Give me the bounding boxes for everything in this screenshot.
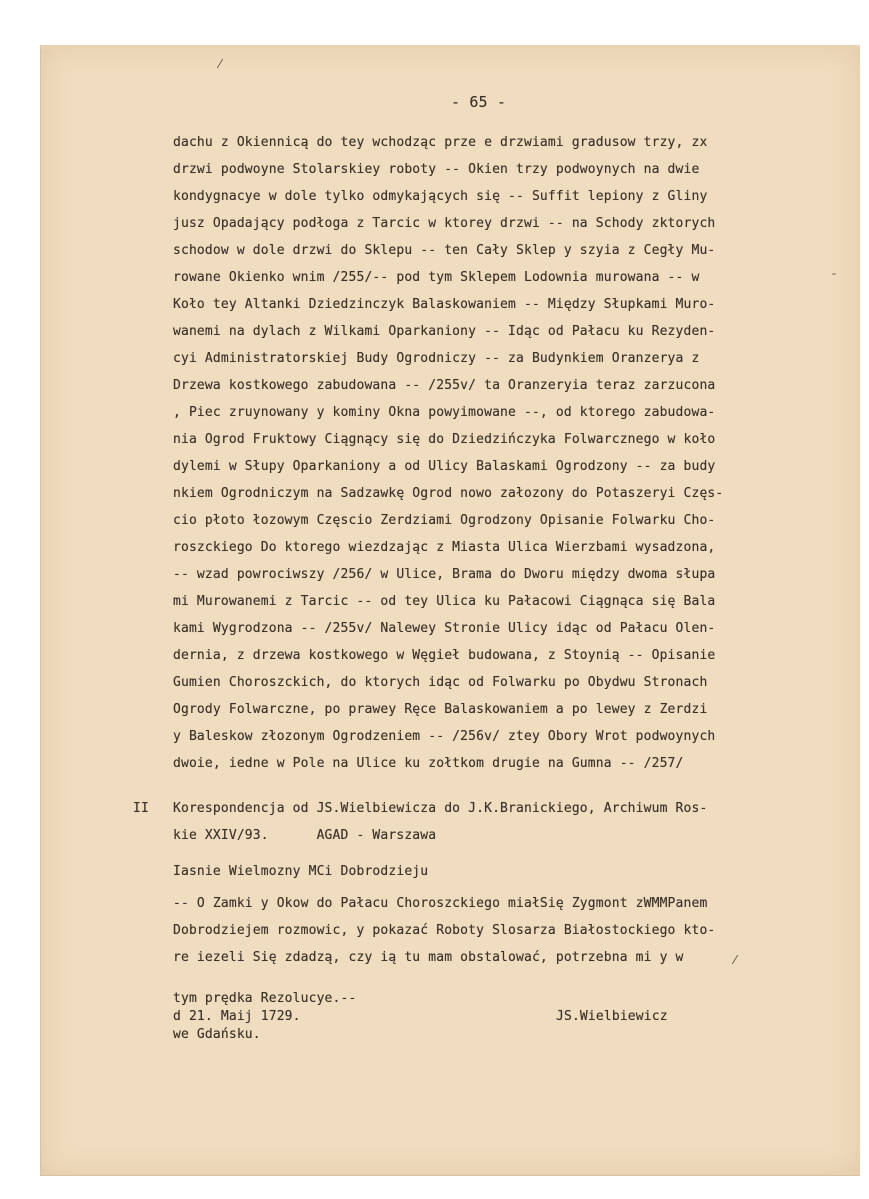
- body-line: Gumien Choroszckich, do ktorych idąc od Folwarku po Obydwu Stronach: [173, 675, 708, 690]
- letter-line: Dobrodziejem rozmowic, y pokazać Roboty Slosarza Białostockiego kto-: [173, 923, 716, 938]
- section-line: kie XXIV/93. AGAD - Warszawa: [173, 828, 437, 843]
- section-line: Korespondencja od JS.Wielbiewicza do J.K.Branickiego, Archiwum Ros-: [173, 801, 708, 816]
- body-line: mi Murowanemi z Tarcic -- od tey Ulica ku Pałacowi Ciągnąca się Bala: [173, 594, 716, 609]
- stray-pen-mark-icon: ⁄: [219, 57, 222, 71]
- body-line: drzwi podwoyne Stolarskiey roboty -- Okien trzy podwoynych na dwie: [173, 162, 700, 177]
- body-line: nkiem Ogrodniczym na Sadzawkę Ogrod nowo załozony do Potaszeryi Częs-: [173, 486, 724, 501]
- body-line: kondygnacye w dole tylko odmykających się -- Suffit lepiony z Gliny: [173, 189, 708, 204]
- letter-line: tym prędka Rezolucye.--: [173, 991, 357, 1006]
- letter-line: re iezeli Się zdadzą, czy ią tu mam obstalować, potrzebna mi y w: [173, 950, 684, 965]
- body-line: nia Ogrod Fruktowy Ciągnący się do Dziedzińczyka Folwarcznego w koło: [173, 432, 716, 447]
- letter-date: d 21. Maij 1729.: [173, 1009, 301, 1024]
- body-line: wanemi na dylach z Wilkami Oparkaniony -- Idąc od Pałacu ku Rezyden-: [173, 324, 716, 339]
- body-line: cio płoto łozowym Częscio Zerdziami Ogrodzony Opisanie Folwarku Cho-: [173, 513, 716, 528]
- page-number: - 65 -: [451, 93, 507, 111]
- body-line: Drzewa kostkowego zabudowana -- /255v/ ta Oranzeryia teraz zarzucona: [173, 378, 716, 393]
- salutation: Iasnie Wielmozny MCi Dobrodzieju: [173, 864, 429, 879]
- body-line: dernia, z drzewa kostkowego w Węgieł budowana, z Stoynią -- Opisanie: [173, 648, 716, 663]
- body-line: dwoie, iedne w Pole na Ulice ku zołtkom drugie na Gumna -- /257/: [173, 756, 684, 771]
- letter-place: we Gdańsku.: [173, 1027, 261, 1042]
- body-line: jusz Opadający podłoga z Tarcic w ktorey drzwi -- na Schody zktorych: [173, 216, 716, 231]
- body-line: Koło tey Altanki Dziedzinczyk Balaskowaniem -- Między Słupkami Muro-: [173, 297, 716, 312]
- body-line: roszckiego Do ktorego wiezdzając z Miasta Ulica Wierzbami wysadzona,: [173, 540, 716, 555]
- letter-signature: JS.Wielbiewicz: [556, 1009, 668, 1024]
- document-page: [40, 45, 860, 1176]
- body-line: , Piec zruynowany y kominy Okna powyimowane --, od ktorego zabudowa-: [173, 405, 716, 420]
- body-line: dylemi w Słupy Oparkaniony a od Ulicy Balaskami Ogrodzony -- za budy: [173, 459, 716, 474]
- body-line: Ogrody Folwarczne, po prawey Ręce Balaskowaniem a po lewey z Zerdzi: [173, 702, 708, 717]
- body-line: -- wzad powrociwszy /256/ w Ulice, Brama do Dworu między dwoma słupa: [173, 567, 716, 582]
- letter-line: -- O Zamki y Okow do Pałacu Choroszckiego miałSię Zygmont zWMMPanem: [173, 896, 708, 911]
- stray-pen-mark-icon: ˉ: [831, 272, 837, 286]
- body-line: rowane Okienko wnim /255/-- pod tym Sklepem Lodownia murowana -- w: [173, 270, 700, 285]
- stray-pen-mark-icon: ⁄: [734, 953, 737, 967]
- body-line: y Baleskow złozonym Ogrodzeniem -- /256v/ ztey Obory Wrot podwoynych: [173, 729, 716, 744]
- body-line: kami Wygrodzona -- /255v/ Nalewey Stronie Ulicy idąc od Pałacu Olen-: [173, 621, 716, 636]
- body-line: schodow w dole drzwi do Sklepu -- ten Cały Sklep y szyia z Cegły Mu-: [173, 243, 716, 258]
- body-line: cyi Administratorskiej Budy Ogrodniczy -- za Budynkiem Oranzerya z: [173, 351, 700, 366]
- section-number: II: [133, 801, 149, 816]
- page-edge: [41, 45, 860, 49]
- body-line: dachu z Okiennicą do tey wchodząc prze e drzwiami gradusow trzy, zx: [173, 135, 708, 150]
